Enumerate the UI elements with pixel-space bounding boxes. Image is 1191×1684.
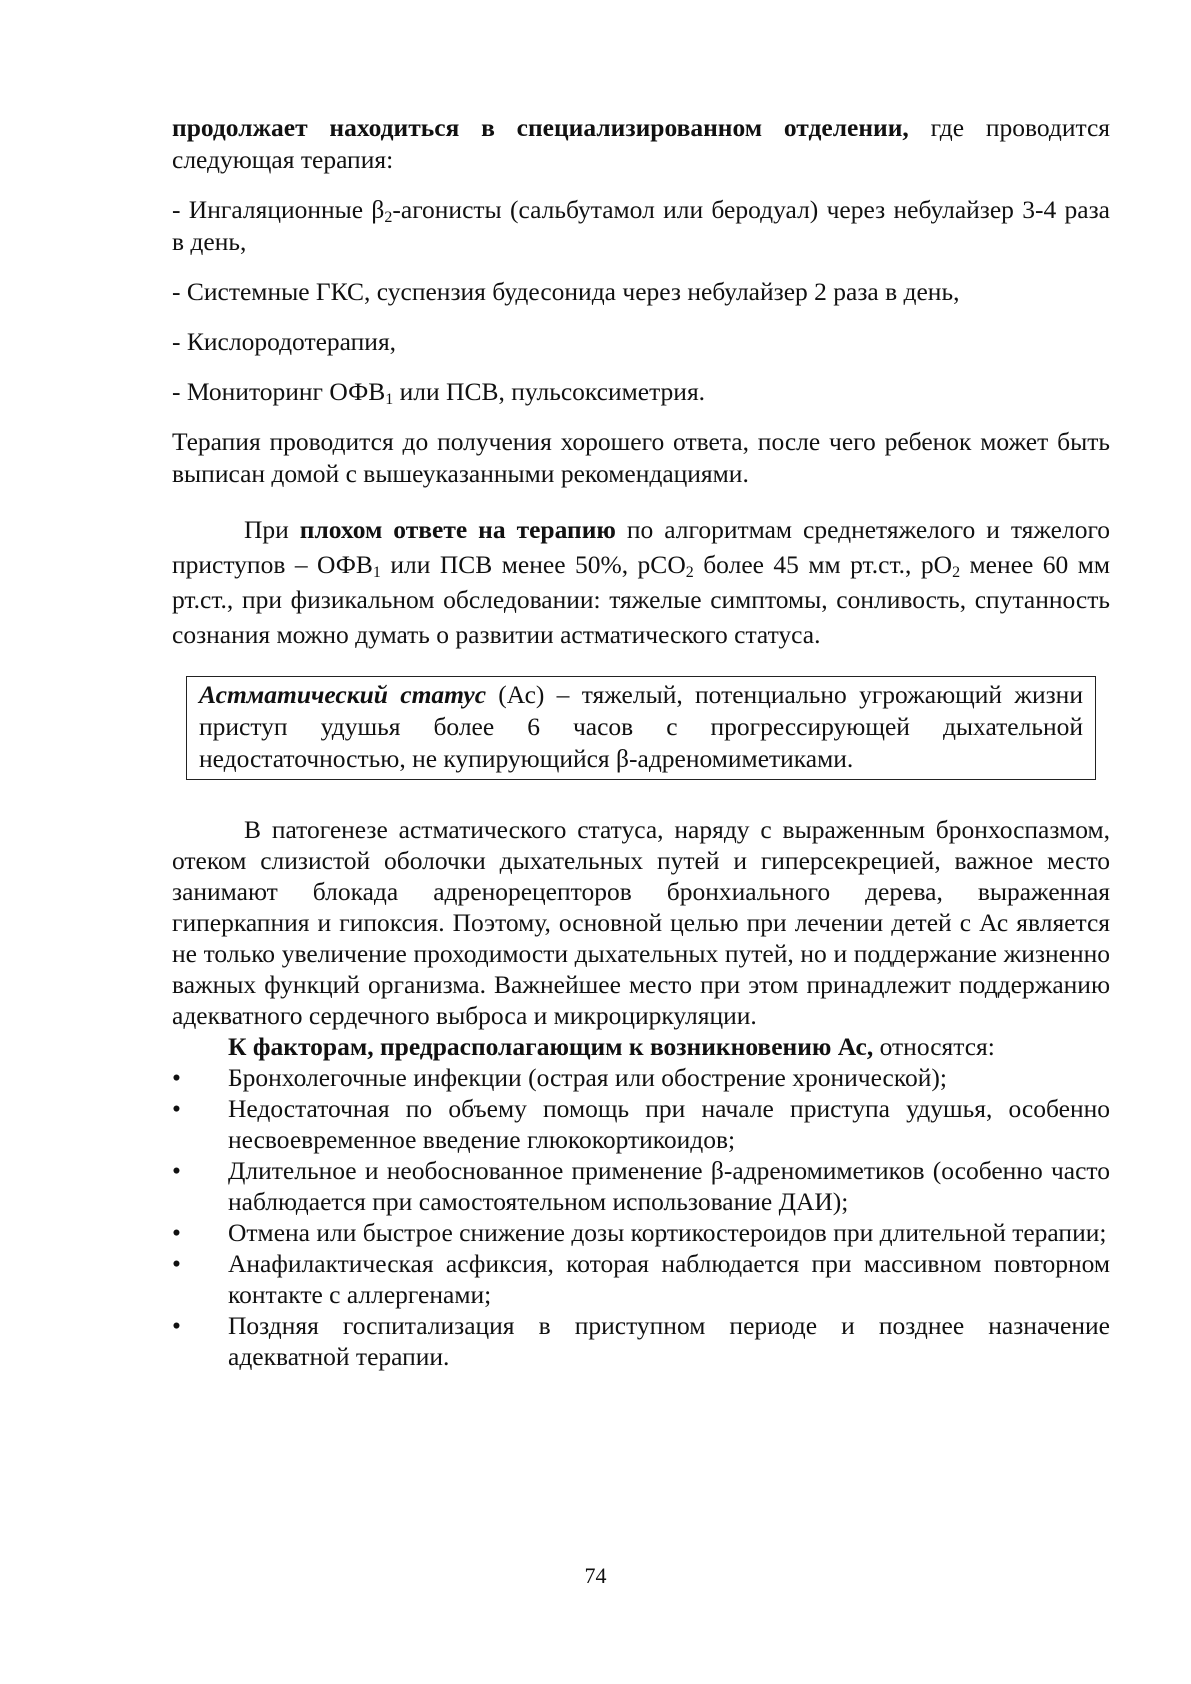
text: или ПСВ, пульсоксиметрия. <box>393 377 706 406</box>
paragraph-good-response: Терапия проводится до получения хорошего ответа, после чего ребенок может быть выписан домой с вышеуказанными рекомендациями. <box>172 427 1110 488</box>
list-item: • Отмена или быстрое снижение дозы кортикостероидов при длительной терапии; <box>172 1217 1110 1248</box>
page-number: 74 <box>584 1563 607 1588</box>
bold-phrase: продолжает находиться в специализированном отделении, <box>172 113 909 142</box>
text: или ПСВ менее 50%, рСО <box>380 550 686 579</box>
text: по алгоритмам среднетяжелого и тяжелого приступов – ОФВ <box>172 515 1111 579</box>
therapy-item-monitoring <box>172 376 1110 408</box>
definition-term: Астматический статус <box>199 680 487 709</box>
therapy-item-oxygen: - Кислородотерапия, <box>172 327 397 356</box>
subscript: 2 <box>384 209 393 226</box>
bold-phrase: К факторам, предрасполагающим к возникновению Ас, <box>228 1032 874 1061</box>
document-body <box>172 112 1110 1372</box>
text: - Мониторинг ОФВ <box>172 377 386 406</box>
list-item: • Недостаточная по объему помощь при начале приступа удушья, особенно несвоевременное введение глюкокортикоидов; <box>172 1093 1110 1155</box>
subscript: 2 <box>952 564 961 581</box>
text: где проводится следующая терапия: <box>172 113 1110 174</box>
therapy-item-inhaled <box>172 194 1110 258</box>
paragraph-continuation <box>172 112 1110 176</box>
definition-box <box>186 676 1096 780</box>
list-item: • Поздняя госпитализация в приступном периоде и позднее назначение адекватной терапии. <box>172 1310 1110 1372</box>
text: менее 60 мм рт.ст., при физикальном обследовании: тяжелые симптомы, сонливость, спутанность сознания можно думать о развитии астматического статуса. <box>172 550 1110 649</box>
text: -агонисты (сальбутамол или беродуал) через небулайзер 3-4 раза в день, <box>172 195 1110 256</box>
text: более 45 мм рт.ст., рО <box>693 550 953 579</box>
text: - Ингаляционные β <box>172 195 385 224</box>
bold-phrase: плохом ответе на терапию <box>299 515 616 544</box>
factors-list <box>172 1062 1110 1372</box>
subscript: 2 <box>685 564 694 581</box>
paragraph-factors-intro <box>172 1031 1110 1062</box>
text: При <box>244 515 300 544</box>
subscript: 1 <box>385 391 394 408</box>
list-item: • Анафилактическая асфиксия, которая наблюдается при массивном повторном контакте с аллергенами; <box>172 1248 1110 1310</box>
paragraph-pathogenesis: В патогенезе астматического статуса, наряду с выраженным бронхоспазмом, отеком слизистой оболочки дыхательных путей и гиперсекрецией, важное место занимают блокада адренорецепторов бронхиального дерева, выраженная гиперкапния и гипоксия. Поэтому, основной целью при лечении детей с Ас является не только увеличение проходимости дыхательных путей, но и поддержание жизненно важных функций организма. Важнейшее место при этом принадлежит поддержанию адекватного сердечного выброса и микроциркуляции. <box>172 815 1110 1030</box>
definition-text: (Ас) – тяжелый, потенциально угрожающий жизни приступ удушья более 6 часов с прогрессирующей дыхательной недостаточностью, не купирующийся β-адреномиметиками. <box>199 680 1083 773</box>
list-item: • Бронхолегочные инфекции (острая или обострение хронической); <box>172 1062 1110 1093</box>
paragraph-poor-response <box>172 512 1110 652</box>
list-item: • Длительное и необоснованное применение β-адреномиметиков (особенно часто наблюдается при самостоятельном использование ДАИ); <box>172 1155 1110 1217</box>
therapy-item-systemic: - Системные ГКС, суспензия будесонида через небулайзер 2 раза в день, <box>172 277 960 306</box>
text: относятся: <box>873 1032 995 1061</box>
subscript: 1 <box>372 564 381 581</box>
